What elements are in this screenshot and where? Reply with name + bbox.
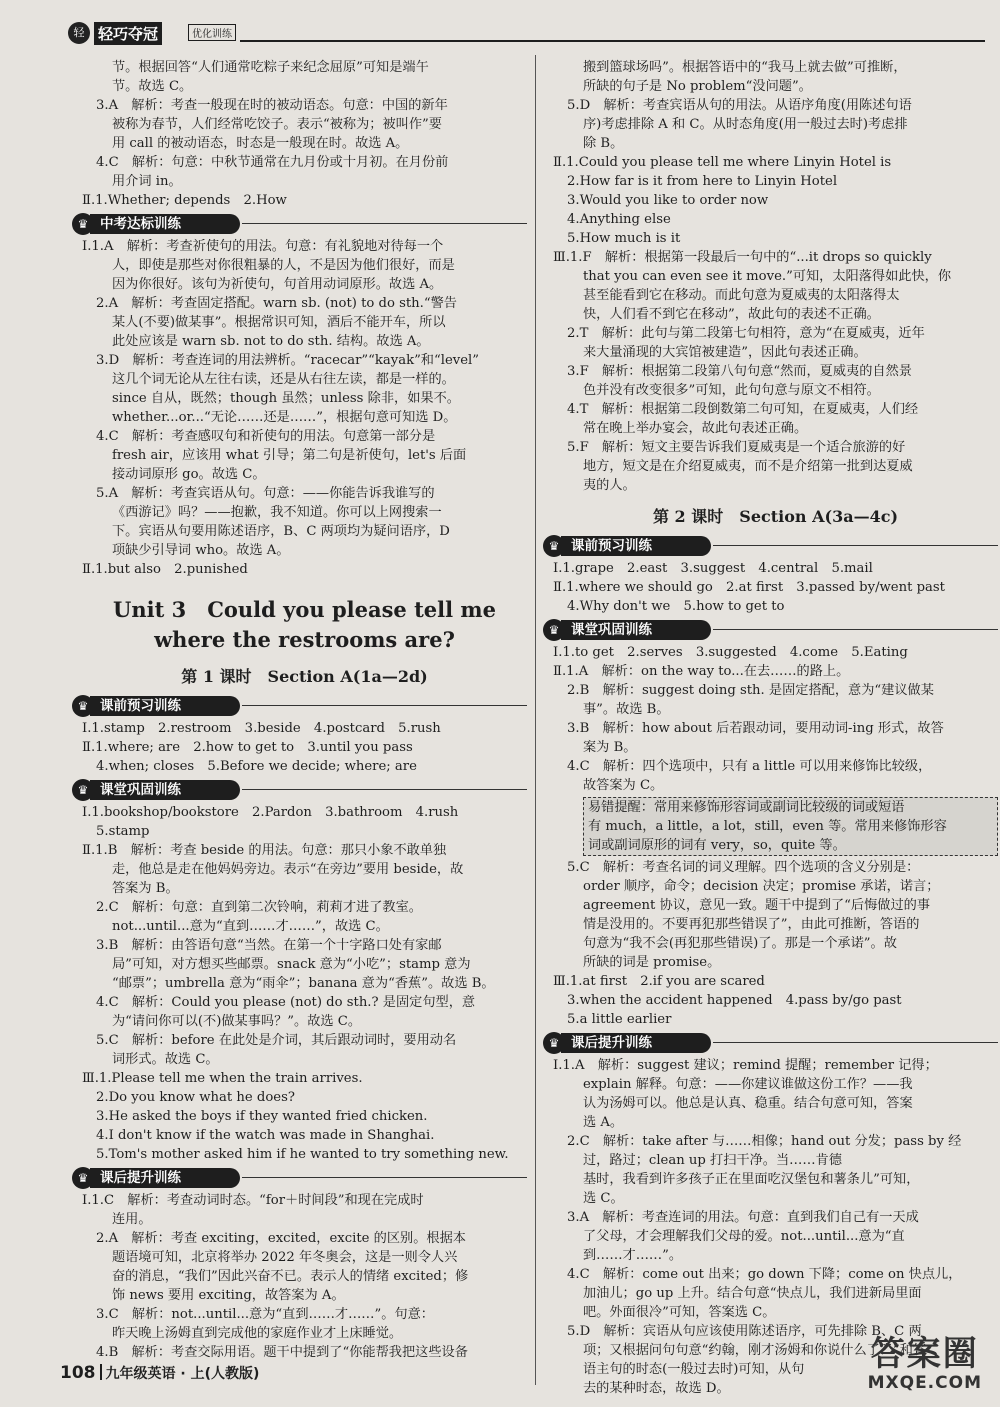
- text-line: order 顺序，命令；decision 决定；promise 承诺，诺言；: [583, 879, 940, 894]
- text-line: 奋的消息，“我们”因此兴奋不已。表示人的情绪 excited；修: [112, 1269, 469, 1284]
- text-line: 用 call 的被动语态，时态是一般现在时。故选 A。: [112, 136, 409, 151]
- text-line: 连用。: [112, 1212, 152, 1227]
- text-line: explain 解释。句意：——你建议谁做这份工作？——我: [583, 1077, 913, 1092]
- text-line: 色并没有改变很多”可知，此句句意与原文不相符。: [583, 383, 880, 398]
- text-line: Ⅰ.1.stamp 2.restroom 3.beside 4.postcard 5.rush: [82, 721, 441, 736]
- page-footer: [60, 1363, 259, 1383]
- right-answer-block-c: [553, 643, 998, 795]
- text-line: 5.A 解析：考查宾语从句。句意：——你能告诉我谁写的: [96, 486, 435, 501]
- text-line: 快，人们看不到它在移动”，故此句的表述不正确。: [583, 307, 880, 322]
- band-line: [713, 629, 998, 630]
- text-line: Ⅰ.1.to get 2.serves 3.suggested 4.come 5.Eating: [553, 645, 908, 660]
- section-band-after-class: [72, 1167, 527, 1189]
- section-band-classroom: [72, 779, 527, 801]
- left-answer-block-a: [82, 58, 527, 96]
- band-line: [242, 789, 527, 790]
- left-answer-block-b: [82, 96, 527, 191]
- text-line: 夷的人。: [583, 478, 636, 493]
- text-line: Ⅲ.1.at first 2.if you are scared: [553, 974, 765, 989]
- header-rule: [240, 40, 985, 42]
- brand-title: 轻巧夺冠: [94, 22, 162, 45]
- text-line: 吧。外面很冷”可知，答案选 C。: [583, 1305, 776, 1320]
- text-line: 5.C 解析：考查名词的词义理解。四个选项的含义分别是：: [567, 860, 920, 875]
- brand-subtitle: 优化训练: [188, 24, 236, 41]
- text-line: 节。故选 C。: [112, 79, 193, 94]
- text-line: 3.C 解析：not...until...意为“直到……才……”。句意：: [96, 1307, 434, 1322]
- text-line: 了父母，才会理解我们父母的爱。not...until...意为“直: [583, 1229, 905, 1244]
- text-line: 来大量涌现的大宾馆被建造”，因此句表述正确。: [583, 345, 867, 360]
- text-line: “邮票”；umbrella 意为“雨伞”；banana 意为“香蕉”。故选 B。: [112, 976, 495, 991]
- band-label: 课前预习训练: [90, 696, 240, 716]
- text-line: 3.A 解析：考查连词的用法。句意：直到我们自己有一天成: [567, 1210, 919, 1225]
- text-line: 因为你很好。该句为祈使句，句首用动词原形。故选 A。: [112, 277, 443, 292]
- text-line: 句意为“我不会(再犯那些错误)了。那是一个承诺”。故: [583, 936, 897, 951]
- text-line: 4.C 解析：四个选项中，只有 a little 可以用来修饰比较级，: [567, 759, 932, 774]
- band-line: [242, 223, 527, 224]
- text-line: 故答案为 C。: [583, 778, 664, 793]
- text-line: 2.Do you know what he does?: [96, 1090, 295, 1105]
- text-line: 2.C 解析：句意：直到第二次铃响，莉莉才进了教室。: [96, 900, 422, 915]
- band-line: [242, 1177, 527, 1178]
- left-answer-block-d: [82, 237, 527, 560]
- text-line: 答案为 B。: [112, 881, 179, 896]
- band-label: 课后提升训练: [561, 1033, 711, 1053]
- text-line: 2.A 解析：考查固定搭配。warn sb. (not) to do sth.“警告: [96, 296, 457, 311]
- text-line: Ⅱ.1.where we should go 2.at first 3.passed by/went past: [553, 580, 945, 595]
- right-answer-block-a: [553, 58, 998, 495]
- text-line: 3.B 解析：由答语句意“当然。在第一个十字路口处有家邮: [96, 938, 442, 953]
- unit-title: [82, 595, 527, 655]
- band-line: [713, 1042, 998, 1043]
- text-line: 5.D 解析：考查宾语从句的用法。从语序角度(用陈述句语: [567, 98, 912, 113]
- crown-icon: ♛: [72, 213, 94, 235]
- page-number: 108: [60, 1363, 96, 1383]
- text-line: 用介词 in。: [112, 174, 182, 189]
- text-line: 搬到篮球场吗”。根据答语中的“我马上就去做”可推断，: [583, 60, 907, 75]
- right-answer-block-d: [553, 858, 998, 1029]
- text-line: 语主句的时态(一般过去时)可知，从句: [583, 1362, 805, 1377]
- text-line: 4.C 解析：句意：中秋节通常在九月份或十月初。在月份前: [96, 155, 449, 170]
- text-line: 饰 news 要用 exciting，故答案为 A。: [112, 1288, 345, 1303]
- text-line: Ⅰ.1.bookshop/bookstore 2.Pardon 3.bathroom 4.rush: [82, 805, 459, 820]
- section-band-preview: [72, 695, 527, 717]
- text-line: 所缺的词是 promise。: [583, 955, 721, 970]
- text-line: 3.D 解析：考查连词的用法辨析。“racecar”“kayak”和“level”: [96, 353, 479, 368]
- left-answer-block-g: [82, 803, 527, 1164]
- text-line: 基时，我看到许多孩子正在里面吃汉堡包和薯条儿”可知，: [583, 1172, 920, 1187]
- text-line: 为“请问你可以(不)做某事吗？”。故选 C。: [112, 1014, 362, 1029]
- text-line: 2.A 解析：考查 exciting，excited，excite 的区别。根据本: [96, 1231, 466, 1246]
- right-answer-block-b: [553, 559, 998, 616]
- text-line: 4.T 解析：根据第二段倒数第二句可知，在夏威夷，人们经: [567, 402, 919, 417]
- band-label: 中考达标训练: [90, 214, 240, 234]
- text-line: Ⅱ.1.B 解析：考查 beside 的用法。句意：那只小象不敢单独: [82, 843, 447, 858]
- text-line: 下。宾语从句要用陈述语序，B、C 两项均为疑问语序，D: [112, 524, 450, 539]
- text-line: 地方，短文是在介绍夏威夷，而不是介绍第一批到达夏威: [583, 459, 913, 474]
- text-line: 常在晚上举办宴会，故此句表述正确。: [583, 421, 808, 436]
- text-line: 被称为春节，人们经常吃饺子。表示“被称为；被叫作”要: [112, 117, 442, 132]
- footer-bar: [100, 1364, 102, 1380]
- book-title: 九年级英语 · 上(人教版): [105, 1366, 260, 1382]
- text-line: 2.C 解析：take after 与……相像；hand out 分发；pass by 经: [567, 1134, 962, 1149]
- text-line: that you can even see it move.”可知，太阳落得如此快，你: [583, 269, 952, 284]
- text-line: Ⅰ.1.grape 2.east 3.suggest 4.central 5.mail: [553, 561, 873, 576]
- text-line: 人，即使是那些对你很粗暴的人，不是因为他们很好，而是: [112, 258, 455, 273]
- text-line: 选 A。: [583, 1115, 624, 1130]
- text-line: 题语境可知，北京将举办 2022 年冬奥会，这是一则令人兴: [112, 1250, 458, 1265]
- left-answer-block-e: [82, 560, 527, 579]
- text-line: 4.B 解析：考查交际用语。题干中提到了“你能帮我把这些设备: [96, 1345, 468, 1360]
- error-tip-text: [588, 798, 993, 855]
- text-line: Ⅱ.1.but also 2.punished: [82, 562, 248, 577]
- text-line: 词形式。故选 C。: [112, 1052, 219, 1067]
- band-label: 课堂巩固训练: [90, 780, 240, 800]
- text-line: Ⅲ.1.Please tell me when the train arrives.: [82, 1071, 363, 1086]
- text-line: 2.T 解析：此句与第二段第七句相符，意为“在夏威夷，近年: [567, 326, 925, 341]
- text-line: 3.B 解析：how about 后若跟动词，要用动词-ing 形式，故答: [567, 721, 944, 736]
- text-line: 4.C 解析：come out 出来；go down 下降；come on 快点儿，: [567, 1267, 962, 1282]
- section-band-after-class: [543, 1032, 998, 1054]
- text-line: 5.C 解析：before 在此处是介词，其后跟动词时，要用动名: [96, 1033, 457, 1048]
- crown-icon: ♛: [72, 779, 94, 801]
- section-band-zhongkao: [72, 213, 527, 235]
- right-column: [548, 58, 998, 1398]
- text-line: 《西游记》吗？——抱歉，我不知道。你可以上网搜索一: [112, 505, 442, 520]
- left-column: [77, 58, 527, 1362]
- text-line: 项；又根据问句句意“约翰，刚才汤姆和你说什么了？”和答: [583, 1343, 927, 1358]
- crown-icon: ♛: [72, 695, 94, 717]
- text-line: 某人(不要)做某事”。根据常识可知，酒后不能开车，所以: [112, 315, 446, 330]
- band-label: 课后提升训练: [90, 1168, 240, 1188]
- text-line: Ⅱ.1.Whether; depends 2.How: [82, 193, 287, 208]
- watermark: [868, 1335, 982, 1393]
- text-line: 2.B 解析：suggest doing sth. 是固定搭配，意为“建议做某: [567, 683, 934, 698]
- text-line: 接动词原形 go。故选 C。: [112, 467, 266, 482]
- text-line: 5.Tom's mother asked him if he wanted to try something new.: [96, 1147, 509, 1162]
- text-line: 所缺的句子是 No problem“没问题”。: [583, 79, 812, 94]
- text-line: 认为汤姆可以。他总是认真、稳重。结合句意可知，答案: [583, 1096, 913, 1111]
- text-line: 5.F 解析：短文主要告诉我们夏威夷是一个适合旅游的好: [567, 440, 906, 455]
- text-line: 4.C 解析：考查感叹句和祈使句的用法。句意第一部分是: [96, 429, 436, 444]
- text-line: fresh air，应该用 what 引导；第二句是祈使句，let's 后面: [112, 448, 467, 463]
- section-band-preview: [543, 535, 998, 557]
- text-line: 情是没用的。不要再犯那些错误了”，由此可推断，答语的: [583, 917, 920, 932]
- brand-logo-icon: 轻: [68, 22, 90, 44]
- crown-icon: ♛: [72, 1167, 94, 1189]
- text-line: 走，他总是走在他妈妈旁边。表示“在旁边”要用 beside，故: [112, 862, 464, 877]
- text-line: 3.when the accident happened 4.pass by/go past: [567, 993, 902, 1008]
- text-line: 节。根据回答“人们通常吃粽子来纪念屈原”可知是端午: [112, 60, 429, 75]
- text-line: 这几个词无论从左往右读，还是从右往左读，都是一样的。: [112, 372, 455, 387]
- text-line: 2.How far is it from here to Linyin Hotel: [567, 174, 838, 189]
- left-answer-block-f: [82, 719, 527, 776]
- text-line: Ⅰ.1.A 解析：考查祈使句的用法。句意：有礼貌地对待每一个: [82, 239, 444, 254]
- watermark-logo: 答案圈: [870, 1334, 979, 1374]
- text-line: Ⅱ.1.where; are 2.how to get to 3.until you pass: [82, 740, 413, 755]
- lesson-title: 第 1 课时 Section A(1a—2d): [181, 667, 428, 686]
- text-line: 5.stamp: [96, 824, 150, 839]
- text-line: Ⅰ.1.A 解析：suggest 建议；remind 提醒；remember 记得；: [553, 1058, 938, 1073]
- left-answer-block-h: [82, 1191, 527, 1362]
- text-line: 3.Would you like to order now: [567, 193, 769, 208]
- text-line: 局”可知，对方想买些邮票。snack 意为“小吃”；stamp 意为: [112, 957, 471, 972]
- text-line: 4.I don't know if the watch was made in Shanghai.: [96, 1128, 435, 1143]
- text-line: 到……才……”。: [583, 1248, 683, 1263]
- text-line: Ⅱ.1.Could you please tell me where Linyin Hotel is: [553, 155, 892, 170]
- text-line: 4.when; closes 5.Before we decide; where; are: [96, 759, 417, 774]
- text-line: 有 much，a little，a lot，still，even 等。常用来修饰形容: [588, 819, 947, 834]
- text-line: Ⅲ.1.F 解析：根据第一段最后一句中的“...it drops so quickly: [553, 250, 932, 265]
- text-line: 4.Anything else: [567, 212, 671, 227]
- error-tip-box: [583, 797, 998, 856]
- text-line: Ⅰ.1.C 解析：考查动词时态。“for＋时间段”和现在完成时: [82, 1193, 424, 1208]
- text-line: 5.a little earlier: [567, 1012, 672, 1027]
- unit-title-line2: where the restrooms are?: [154, 627, 455, 652]
- left-answer-block-c: [82, 191, 527, 210]
- text-line: 4.C 解析：Could you please (not) do sth.? 是固定句型，意: [96, 995, 476, 1010]
- text-line: 选 C。: [583, 1191, 624, 1206]
- watermark-url: MXQE.COM: [867, 1373, 982, 1393]
- text-line: agreement 协议，意见一致。题干中提到了“后悔做过的事: [583, 898, 931, 913]
- text-line: 此处应该是 warn sb. not to do sth. 结构。故选 A。: [112, 334, 430, 349]
- text-line: 4.Why don't we 5.how to get to: [567, 599, 785, 614]
- text-line: 易错提醒：常用来修饰形容词或副词比较级的词或短语: [588, 800, 905, 815]
- band-label: 课前预习训练: [561, 536, 711, 556]
- crown-icon: ♛: [543, 619, 565, 641]
- text-line: 昨天晚上汤姆直到完成他的家庭作业才上床睡觉。: [112, 1326, 403, 1341]
- text-line: 3.A 解析：考查一般现在时的被动语态。句意：中国的新年: [96, 98, 448, 113]
- text-line: Ⅱ.1.A 解析：on the way to...在去……的路上。: [553, 664, 850, 679]
- text-line: whether...or...“无论……还是……”，根据句意可知选 D。: [112, 410, 457, 425]
- text-line: 过，路过；clean up 打扫干净。当……肯德: [583, 1153, 842, 1168]
- text-line: 3.He asked the boys if they wanted fried chicken.: [96, 1109, 428, 1124]
- text-line: 去的某种时态，故选 D。: [583, 1381, 730, 1396]
- crown-icon: ♛: [543, 1032, 565, 1054]
- text-line: 项缺少引导词 who。故选 A。: [112, 543, 290, 558]
- text-line: 除 B。: [583, 136, 624, 151]
- section-band-classroom: [543, 619, 998, 641]
- text-line: 事”。故选 B。: [583, 702, 670, 717]
- page-header: [60, 18, 985, 48]
- text-line: not...until...意为“直到……才……”，故选 C。: [112, 919, 389, 934]
- band-label: 课堂巩固训练: [561, 620, 711, 640]
- text-line: since 自从，既然；though 虽然；unless 除非，如果不。: [112, 391, 460, 406]
- unit-title-line1: Unit 3 Could you please tell me: [113, 597, 496, 622]
- band-line: [713, 545, 998, 546]
- text-line: 加油儿；go up 上升。结合句意“快点儿，我们进新局里面: [583, 1286, 922, 1301]
- text-line: 词或副词原形的词有 very，so，quite 等。: [588, 838, 846, 853]
- text-line: 案为 B。: [583, 740, 637, 755]
- text-line: 5.D 解析：宾语从句应该使用陈述语序，可先排除 B、C 两: [567, 1324, 922, 1339]
- text-line: 5.How much is it: [567, 231, 681, 246]
- text-line: 甚至能看到它在移动。而此句意为夏威夷的太阳落得太: [583, 288, 900, 303]
- band-line: [242, 705, 527, 706]
- crown-icon: ♛: [543, 535, 565, 557]
- column-divider: [535, 55, 536, 1385]
- lesson-title: 第 2 课时 Section A(3a—4c): [652, 507, 899, 526]
- text-line: 3.F 解析：根据第二段第八句句意“然而，夏威夷的自然景: [567, 364, 912, 379]
- text-line: 序)考虑排除 A 和 C。从时态角度(用一般过去时)考虑排: [583, 117, 908, 132]
